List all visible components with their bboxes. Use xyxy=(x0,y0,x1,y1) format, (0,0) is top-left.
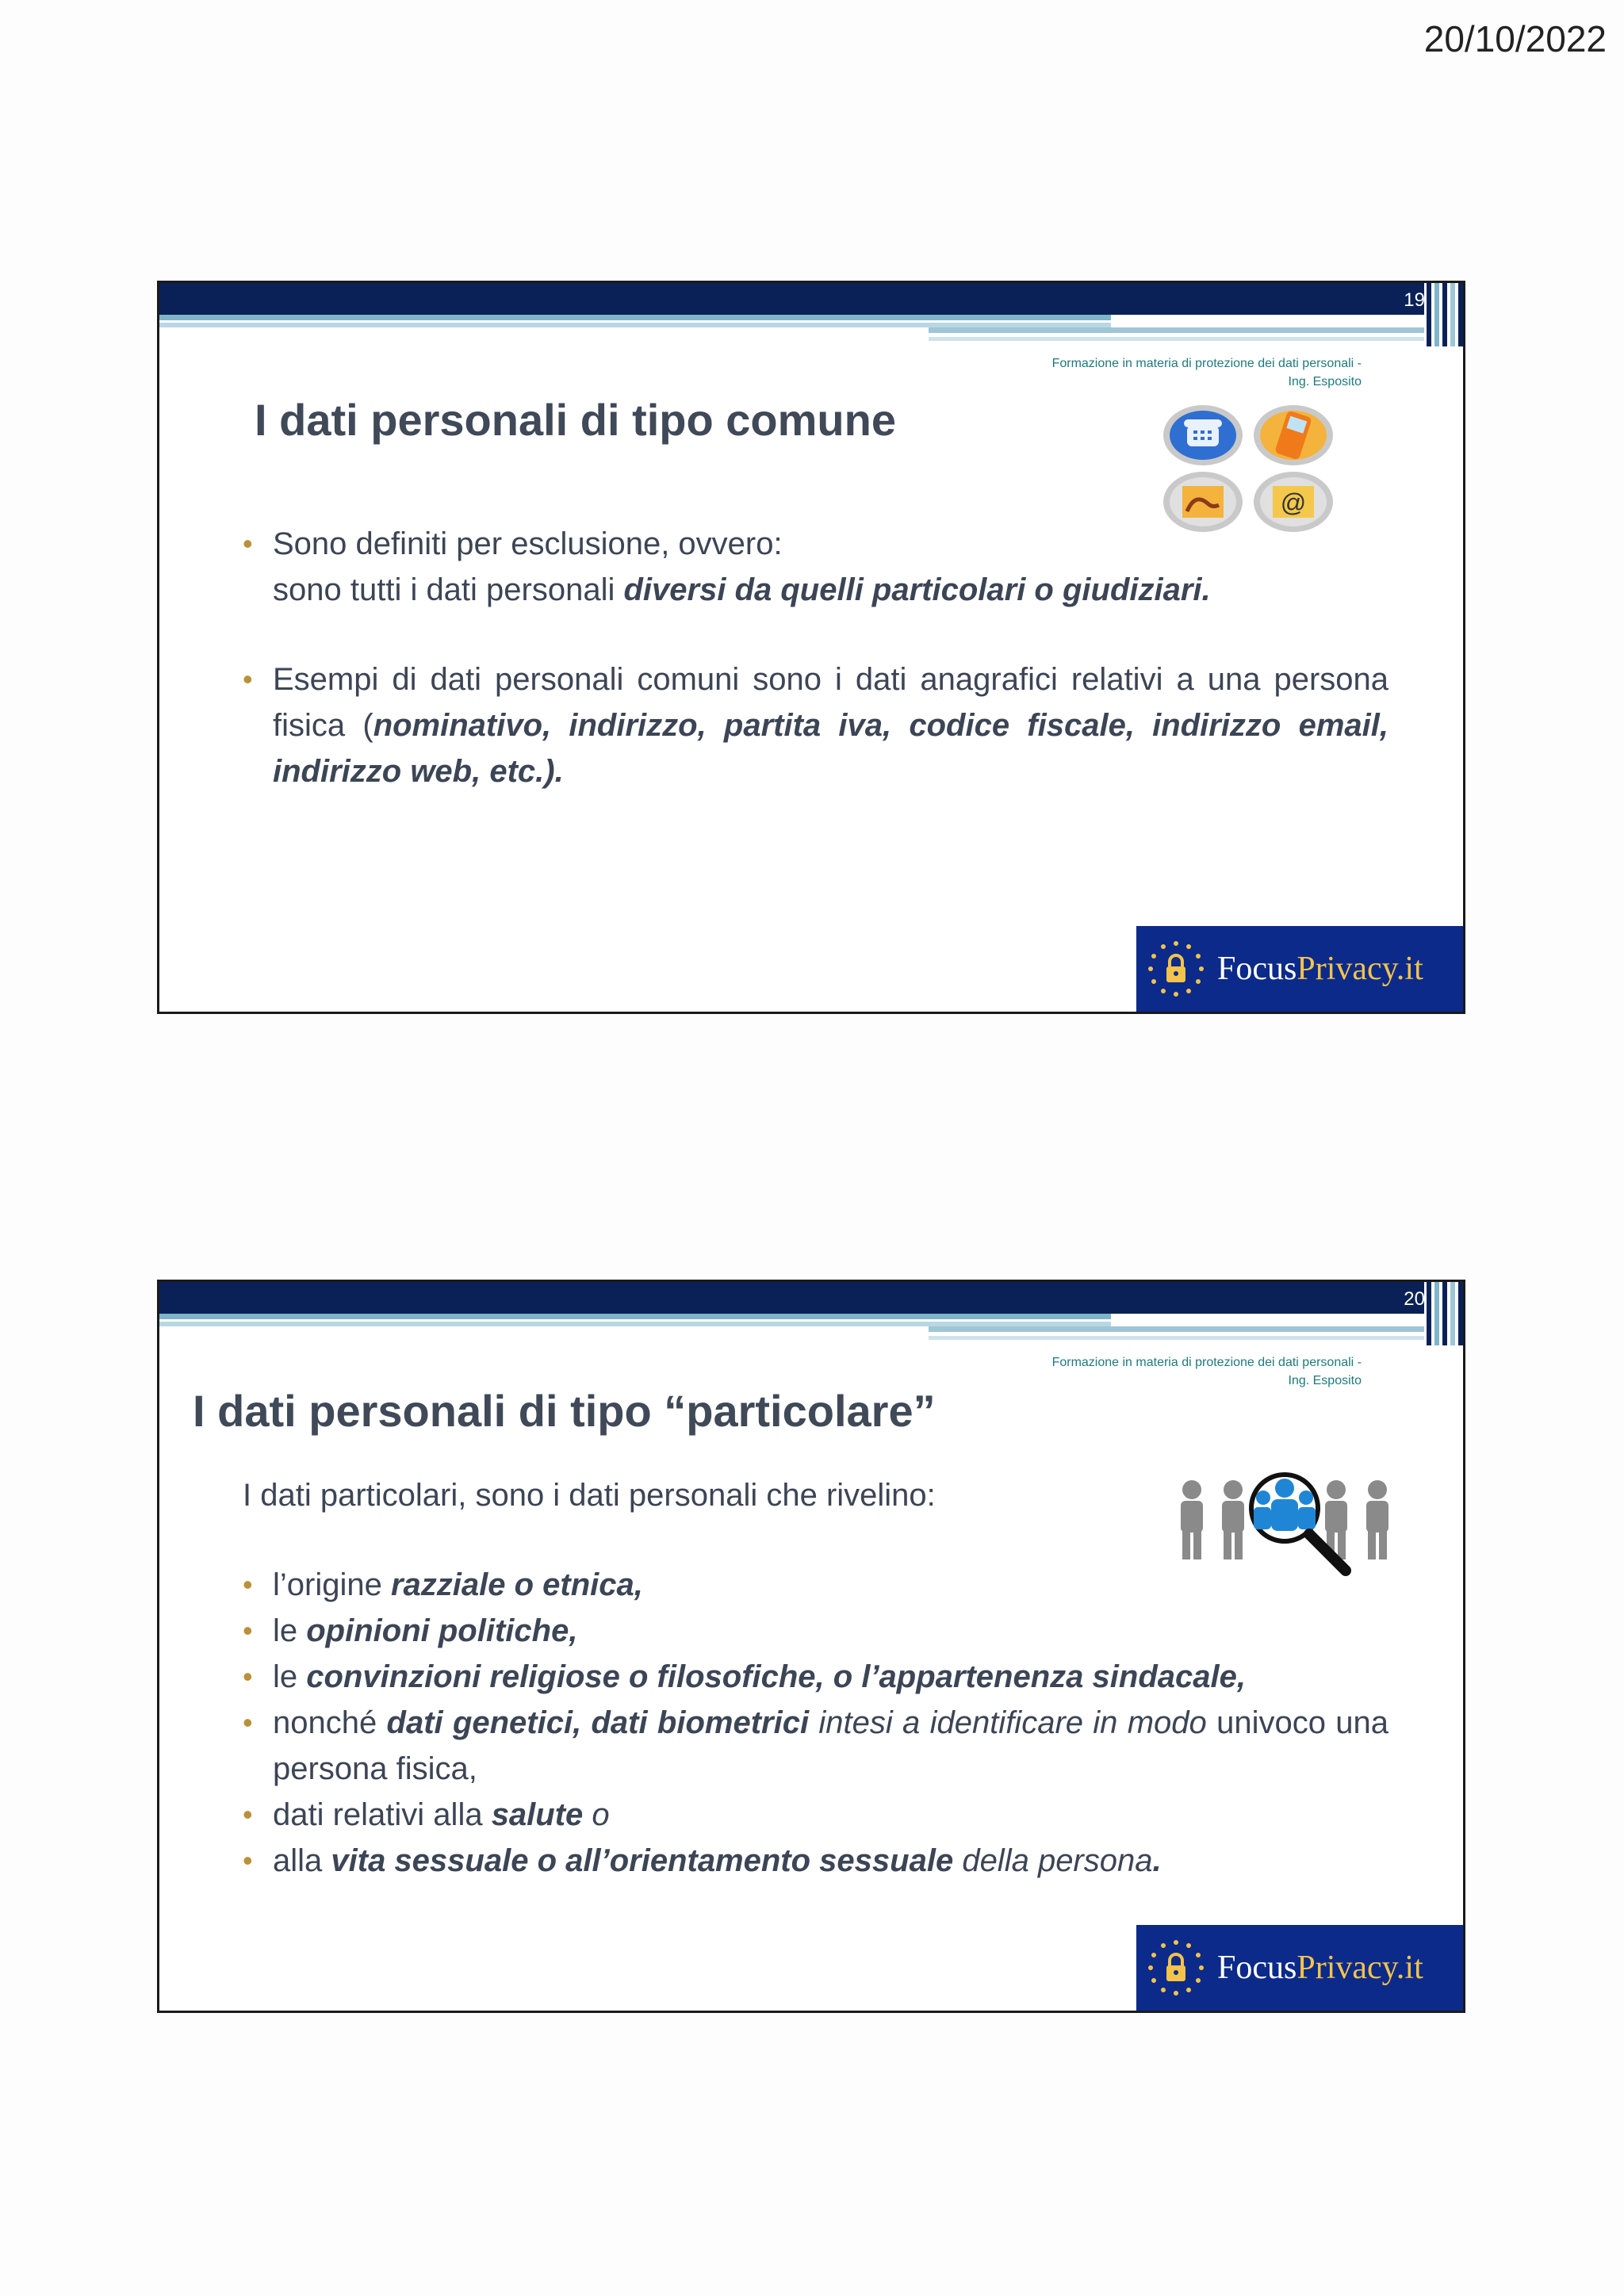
slide-body xyxy=(243,1472,1388,1884)
header-bar xyxy=(159,283,1424,315)
slide-subtitle: Formazione in materia di protezione dei dati personali - Ing. Esposito xyxy=(1051,357,1362,388)
logo-text: FocusPrivacy.it xyxy=(1217,951,1423,987)
slide-20 xyxy=(157,1280,1465,2013)
telephone-icon xyxy=(1163,405,1243,465)
slide-number: 20 xyxy=(1404,1288,1425,1310)
intro-text: I dati particolari, sono i dati personali che rivelino: xyxy=(243,1478,936,1513)
slide-body xyxy=(243,521,1388,794)
header-stripes xyxy=(1422,283,1463,346)
bullet-item: • Sono definiti per esclusione, ovvero: sono tutti i dati personali diversi da quelli particolari o giudiziari. xyxy=(243,521,1388,613)
bullet-item: • le opinioni politiche, xyxy=(243,1608,1388,1654)
bullet-item: • le convinzioni religiose o filosofiche, o l’appartenenza sindacale, xyxy=(243,1654,1388,1700)
focusprivacy-logo xyxy=(1136,926,1463,1012)
header-accent-line xyxy=(159,1314,1111,1319)
slide-number: 19 xyxy=(1404,289,1425,311)
header-accent-line xyxy=(929,1336,1424,1340)
padlock-stars-icon xyxy=(1144,937,1208,1001)
bullet-item: • alla vita sessuale o all’orientamento sessuale della persona. xyxy=(243,1838,1388,1884)
logo-text: FocusPrivacy.it xyxy=(1217,1950,1423,1986)
slide-title: I dati personali di tipo comune xyxy=(255,395,896,445)
bullet-item: • dati relativi alla salute o xyxy=(243,1792,1388,1838)
slide-19 xyxy=(157,281,1465,1014)
bullet-item: • Esempi di dati personali comuni sono i dati anagrafici relativi a una persona fisica (nominativo, indirizzo, partita iva, codice fiscale, indirizzo email, indirizzo web, etc.). xyxy=(243,656,1388,794)
page-date: 20/10/2022 xyxy=(1423,18,1607,59)
contact-icons xyxy=(1162,402,1352,541)
svg-text:@: @ xyxy=(1280,488,1307,517)
header-accent-line xyxy=(929,327,1424,333)
padlock-stars-icon xyxy=(1144,1936,1208,1999)
focusprivacy-logo xyxy=(1136,1925,1463,2011)
mobile-phone-icon xyxy=(1254,405,1333,465)
bullet-item: • l’origine razziale o etnica, xyxy=(243,1562,1388,1608)
header-accent-line xyxy=(159,315,1111,320)
bullet-item: • nonché dati genetici, dati biometrici intesi a identificare in modo univoco una persona fisica, xyxy=(243,1700,1388,1792)
slide-title: I dati personali di tipo “particolare” xyxy=(193,1386,936,1436)
slide-subtitle: Formazione in materia di protezione dei dati personali - Ing. Esposito xyxy=(1051,1356,1362,1387)
header-stripes xyxy=(1422,1282,1463,1345)
header-bar xyxy=(159,1282,1424,1314)
header-accent-line xyxy=(929,337,1424,341)
header-accent-line xyxy=(929,1326,1424,1332)
